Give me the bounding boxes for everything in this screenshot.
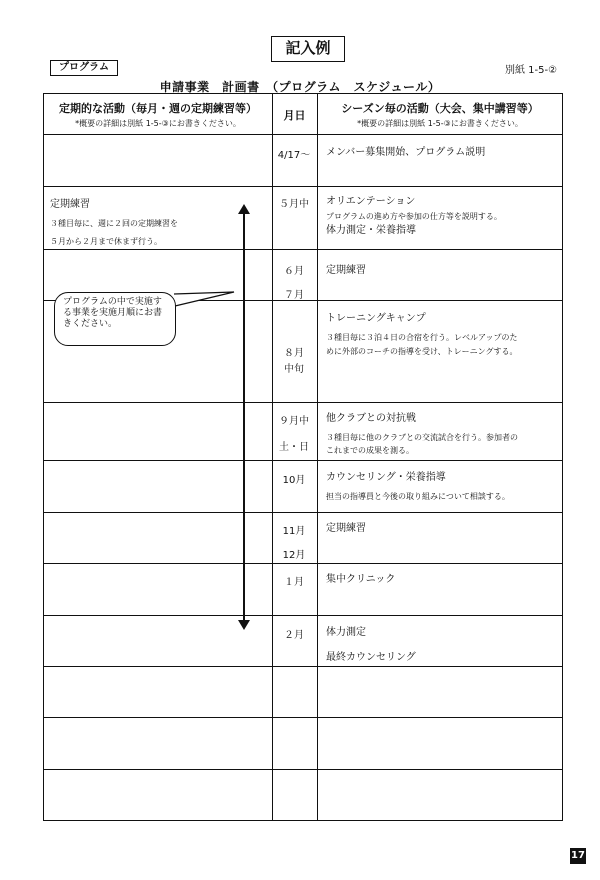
row-divider — [44, 769, 562, 770]
callout-pointer — [172, 290, 236, 310]
row-activity: 他クラブとの対抗戦 — [326, 413, 416, 424]
arrow-up-icon — [238, 204, 250, 214]
regular-activity-line: ３種目毎に、週に２回の定期練習を — [50, 219, 178, 228]
document-title: 申請事業 計画書 （プログラム スケジュール） — [159, 80, 441, 94]
row-divider — [44, 666, 562, 667]
row-date: ８月 — [284, 348, 304, 359]
row-date: ７月 — [284, 290, 304, 301]
row-divider — [44, 563, 562, 564]
period-arrow-line — [243, 212, 245, 622]
row-activity: 集中クリニック — [326, 574, 396, 585]
row-divider — [44, 615, 562, 616]
row-date: 4/17〜 — [277, 150, 311, 161]
header-divider — [44, 134, 562, 135]
right-column-header: シーズン毎の活動（大会、集中講習等） — [341, 102, 539, 115]
right-column-note: *概要の詳細は別紙 1-5-③にお書きください。 — [357, 119, 523, 128]
row-date: ５月中 — [279, 199, 309, 210]
row-note: ３種目毎に３泊４日の合宿を行う。レベルアップのた — [326, 333, 518, 342]
row-divider — [44, 249, 562, 250]
row-activity: 定期練習 — [326, 523, 366, 534]
row-note: 最終カウンセリング — [326, 652, 416, 663]
row-divider — [44, 717, 562, 718]
column-divider — [317, 94, 318, 820]
example-label: 記入例 — [271, 36, 345, 62]
left-column-note: *概要の詳細は別紙 1-5-③にお書きください。 — [75, 119, 241, 128]
row-date: 10月 — [282, 475, 306, 486]
row-date: ６月 — [284, 266, 304, 277]
instruction-callout: プログラムの中で実施する事業を実施月順にお書きください。 — [54, 292, 176, 346]
row-activity: トレーニングキャンプ — [326, 313, 426, 324]
row-note: プログラムの進め方や参加の仕方等を説明する。 — [326, 212, 502, 221]
date-column-header: 月日 — [283, 109, 306, 122]
regular-activity-line: ５月から２月まで休まず行う。 — [50, 237, 162, 246]
row-date: １月 — [284, 577, 304, 588]
row-activity: 体力測定 — [326, 627, 366, 638]
program-label: プログラム — [50, 60, 118, 76]
row-date: 中旬 — [284, 364, 304, 375]
row-date: 土・日 — [279, 442, 309, 453]
row-divider — [44, 186, 562, 187]
row-activity: 定期練習 — [326, 265, 366, 276]
arrow-down-icon — [238, 620, 250, 630]
page-number: 17 — [570, 848, 586, 864]
row-divider — [44, 512, 562, 513]
row-date: 12月 — [282, 550, 306, 561]
schedule-table — [43, 93, 563, 821]
row-divider — [44, 460, 562, 461]
row-note: めに外部のコーチの指導を受け、トレーニングする。 — [326, 347, 518, 356]
row-activity: カウンセリング・栄養指導 — [326, 472, 446, 483]
regular-activity-title: 定期練習 — [50, 199, 90, 210]
row-activity: メンバー募集開始、プログラム説明 — [326, 147, 486, 158]
row-note: これまでの成果を測る。 — [326, 446, 414, 455]
row-note: 体力測定・栄養指導 — [326, 225, 416, 236]
row-note: 担当の指導員と今後の取り組みについて相談する。 — [326, 492, 510, 501]
row-activity: オリエンテーション — [326, 196, 416, 207]
row-date: 11月 — [282, 526, 306, 537]
row-note: ３種目毎に他のクラブとの交流試合を行う。参加者の — [326, 433, 518, 442]
row-divider — [44, 402, 562, 403]
attachment-reference: 別紙 1-5-② — [505, 65, 558, 76]
row-date: ２月 — [284, 630, 304, 641]
left-column-header: 定期的な活動（毎月・週の定期練習等） — [59, 102, 257, 115]
row-date: ９月中 — [279, 416, 309, 427]
